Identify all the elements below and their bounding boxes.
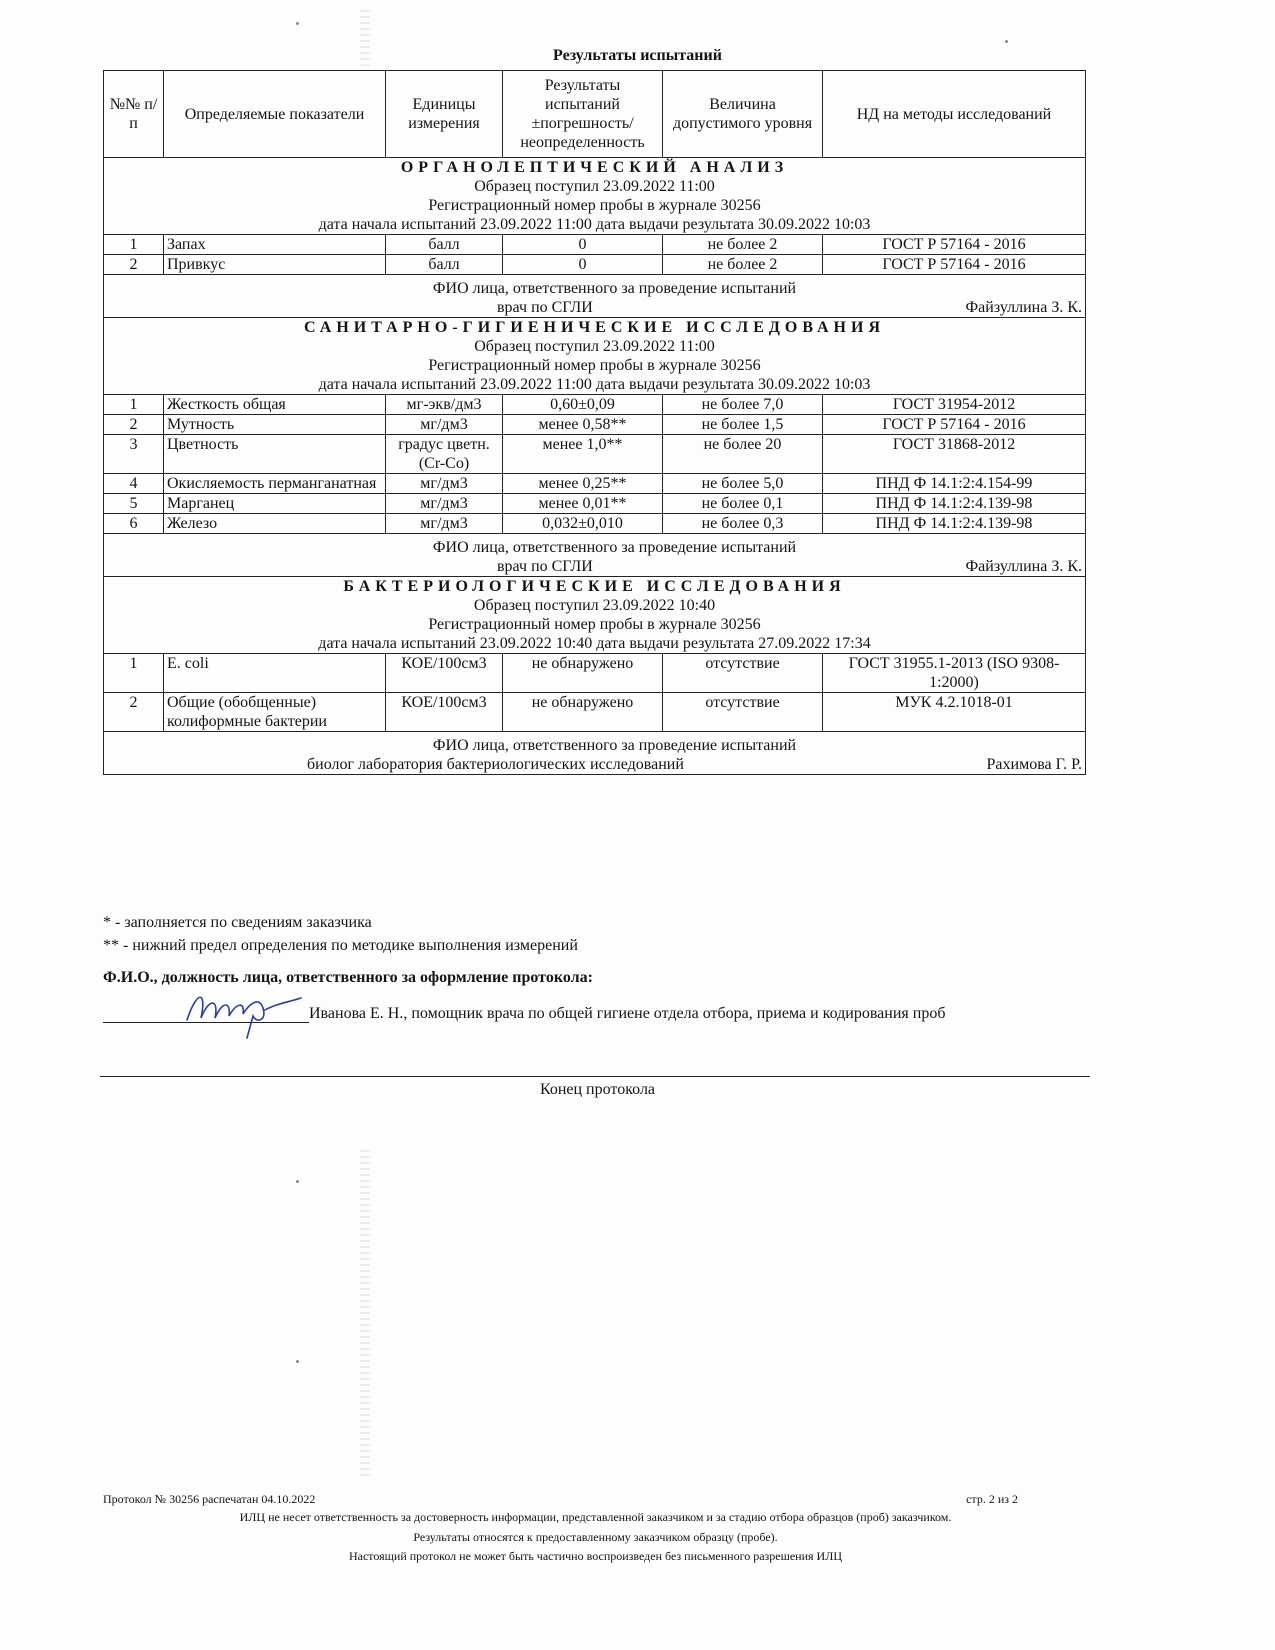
table-row xyxy=(104,654,1086,693)
section-header xyxy=(104,577,1086,654)
test-dates: дата начала испытаний 23.09.2022 11:00 дата выдачи результата 30.09.2022 10:03 xyxy=(318,376,871,393)
row-number: 2 xyxy=(104,415,164,435)
row-result: 0 xyxy=(503,255,663,275)
row-method: ГОСТ 31954-2012 xyxy=(823,395,1086,415)
section-header xyxy=(104,158,1086,235)
sample-received: Образец поступил 23.09.2022 10:40 xyxy=(473,597,716,614)
row-indicator: Мутность xyxy=(164,415,386,435)
row-limit: не более 7,0 xyxy=(663,395,823,415)
row-limit: отсутствие xyxy=(663,693,823,732)
row-method: МУК 4.2.1018-01 xyxy=(823,693,1086,732)
row-indicator: Запах xyxy=(164,235,386,255)
row-method: ГОСТ 31955.1-2013 (ISO 9308-1:2000) xyxy=(823,654,1086,693)
table-row xyxy=(104,693,1086,732)
row-unit: мг/дм3 xyxy=(386,514,503,534)
row-unit: мг/дм3 xyxy=(386,494,503,514)
footer-results-note: Результаты относятся к предоставленному заказчиком образцу (пробе). xyxy=(413,1530,778,1544)
end-of-protocol: Конец протокола xyxy=(539,1081,656,1098)
row-unit: мг/дм3 xyxy=(386,474,503,494)
table-row xyxy=(104,255,1086,275)
test-dates: дата начала испытаний 23.09.2022 10:40 дата выдачи результата 27.09.2022 17:34 xyxy=(318,635,871,652)
footer-copy-note: Настоящий протокол не может быть частично воспроизведен без письменного разрешения ИЛЦ xyxy=(348,1549,842,1563)
row-limit: отсутствие xyxy=(663,654,823,693)
row-result: 0,60±0,09 xyxy=(503,395,663,415)
registration-number: Регистрационный номер пробы в журнале 30256 xyxy=(428,197,761,214)
page-title: Результаты испытаний xyxy=(553,47,722,64)
header-number: №№ п/п xyxy=(104,71,164,158)
row-number: 4 xyxy=(104,474,164,494)
header-result: Результаты испытаний ±погрешность/ неопределенность xyxy=(503,71,663,158)
responsible-name: Файзуллина З. К. xyxy=(965,299,1082,316)
scan-speck xyxy=(1005,40,1008,43)
row-indicator: Общие (обобщенные) колиформные бактерии xyxy=(164,693,386,732)
row-unit: мг/дм3 xyxy=(386,415,503,435)
header-method: НД на методы исследований xyxy=(823,71,1086,158)
issuer-name: Иванова Е. Н., помощник врача по общей гигиене отдела отбора, приема и кодирования проб xyxy=(309,1005,946,1022)
row-unit: КОЕ/100см3 xyxy=(386,693,503,732)
responsible-row xyxy=(104,534,1086,577)
row-unit: балл xyxy=(386,235,503,255)
section-header xyxy=(104,318,1086,395)
footer-page: стр. 2 из 2 xyxy=(966,1492,1018,1506)
row-limit: не более 5,0 xyxy=(663,474,823,494)
row-limit: не более 2 xyxy=(663,255,823,275)
responsible-row xyxy=(104,275,1086,318)
table-row xyxy=(104,494,1086,514)
row-limit: не более 0,1 xyxy=(663,494,823,514)
row-indicator: E. coli xyxy=(164,654,386,693)
table-row xyxy=(104,395,1086,415)
row-indicator: Привкус xyxy=(164,255,386,275)
responsible-name: Файзуллина З. К. xyxy=(965,558,1082,575)
row-result: не обнаружено xyxy=(503,654,663,693)
responsible-position: врач по СГЛИ xyxy=(497,558,593,575)
scan-speck xyxy=(296,1360,299,1363)
signature-line xyxy=(103,1002,309,1023)
row-unit: КОЕ/100см3 xyxy=(386,654,503,693)
row-indicator: Железо xyxy=(164,514,386,534)
row-limit: не более 1,5 xyxy=(663,415,823,435)
scan-speck xyxy=(296,22,299,25)
row-number: 6 xyxy=(104,514,164,534)
row-number: 5 xyxy=(104,494,164,514)
sample-received: Образец поступил 23.09.2022 11:00 xyxy=(474,178,715,195)
header-limit: Величина допустимого уровня xyxy=(663,71,823,158)
table-row xyxy=(104,235,1086,255)
row-indicator: Цветность xyxy=(164,435,386,474)
row-indicator: Марганец xyxy=(164,494,386,514)
footnotes xyxy=(103,911,578,957)
row-number: 1 xyxy=(104,395,164,415)
row-number: 1 xyxy=(104,654,164,693)
row-number: 3 xyxy=(104,435,164,474)
row-limit: не более 0,3 xyxy=(663,514,823,534)
row-result: 0 xyxy=(503,235,663,255)
row-result: менее 0,25** xyxy=(503,474,663,494)
row-indicator: Окисляемость перманганатная xyxy=(164,474,386,494)
section-title: БАКТЕРИОЛОГИЧЕСКИЕ ИССЛЕДОВАНИЯ xyxy=(343,578,846,595)
scan-speck xyxy=(296,1180,299,1183)
row-method: ГОСТ Р 57164 - 2016 xyxy=(823,415,1086,435)
row-number: 1 xyxy=(104,235,164,255)
section-title: ОРГАНОЛЕПТИЧЕСКИЙ АНАЛИЗ xyxy=(400,159,789,176)
footnote-detection-limit: ** - нижний предел определения по методике выполнения измерений xyxy=(103,937,578,954)
table-row xyxy=(104,435,1086,474)
row-result: 0,032±0,010 xyxy=(503,514,663,534)
row-indicator: Жесткость общая xyxy=(164,395,386,415)
row-result: не обнаружено xyxy=(503,693,663,732)
footnote-customer: * - заполняется по сведениям заказчика xyxy=(103,914,372,931)
registration-number: Регистрационный номер пробы в журнале 30256 xyxy=(428,616,761,633)
results-table xyxy=(103,70,1086,775)
row-result: менее 1,0** xyxy=(503,435,663,474)
row-unit: мг-экв/дм3 xyxy=(386,395,503,415)
test-dates: дата начала испытаний 23.09.2022 11:00 дата выдачи результата 30.09.2022 10:03 xyxy=(318,216,871,233)
row-unit: градус цветн.(Cr-Co) xyxy=(386,435,503,474)
row-method: ГОСТ 31868-2012 xyxy=(823,435,1086,474)
row-number: 2 xyxy=(104,693,164,732)
row-method: ГОСТ Р 57164 - 2016 xyxy=(823,235,1086,255)
responsible-row xyxy=(104,732,1086,775)
responsible-label: ФИО лица, ответственного за проведение испытаний xyxy=(432,280,797,297)
responsible-position: биолог лаборатория бактериологических исследований xyxy=(307,756,684,773)
sample-received: Образец поступил 23.09.2022 11:00 xyxy=(474,338,715,355)
signature-icon xyxy=(179,980,309,1040)
responsible-name: Рахимова Г. Р. xyxy=(986,756,1082,773)
divider xyxy=(100,1076,1090,1077)
row-method: ПНД Ф 14.1:2:4.154-99 xyxy=(823,474,1086,494)
header-indicator: Определяемые показатели xyxy=(164,71,386,158)
row-result: менее 0,01** xyxy=(503,494,663,514)
header-unit: Единицы измерения xyxy=(386,71,503,158)
row-limit: не более 20 xyxy=(663,435,823,474)
row-method: ПНД Ф 14.1:2:4.139-98 xyxy=(823,494,1086,514)
row-number: 2 xyxy=(104,255,164,275)
footer-print-info xyxy=(103,1492,1088,1507)
scan-artifact xyxy=(360,1150,370,1480)
table-row xyxy=(104,415,1086,435)
row-limit: не более 2 xyxy=(663,235,823,255)
row-unit: балл xyxy=(386,255,503,275)
section-title: САНИТАРНО-ГИГИЕНИЧЕСКИЕ ИССЛЕДОВАНИЯ xyxy=(304,319,885,336)
registration-number: Регистрационный номер пробы в журнале 30256 xyxy=(428,357,761,374)
issuer-line xyxy=(103,1002,945,1023)
table-row xyxy=(104,474,1086,494)
issuer-label: Ф.И.О., должность лица, ответственного за оформление протокола: xyxy=(103,969,593,986)
row-method: ГОСТ Р 57164 - 2016 xyxy=(823,255,1086,275)
table-header-row xyxy=(104,71,1086,158)
footer-printed: Протокол № 30256 распечатан 04.10.2022 xyxy=(103,1492,316,1506)
responsible-label: ФИО лица, ответственного за проведение испытаний xyxy=(432,737,797,754)
row-result: менее 0,58** xyxy=(503,415,663,435)
responsible-label: ФИО лица, ответственного за проведение испытаний xyxy=(432,539,797,556)
row-method: ПНД Ф 14.1:2:4.139-98 xyxy=(823,514,1086,534)
responsible-position: врач по СГЛИ xyxy=(497,299,593,316)
footer-disclaimer: ИЛЦ не несет ответственность за достоверность информации, представленной заказчиком и за стадию отбора образцов (проб) заказчиком. xyxy=(239,1510,952,1524)
table-row xyxy=(104,514,1086,534)
